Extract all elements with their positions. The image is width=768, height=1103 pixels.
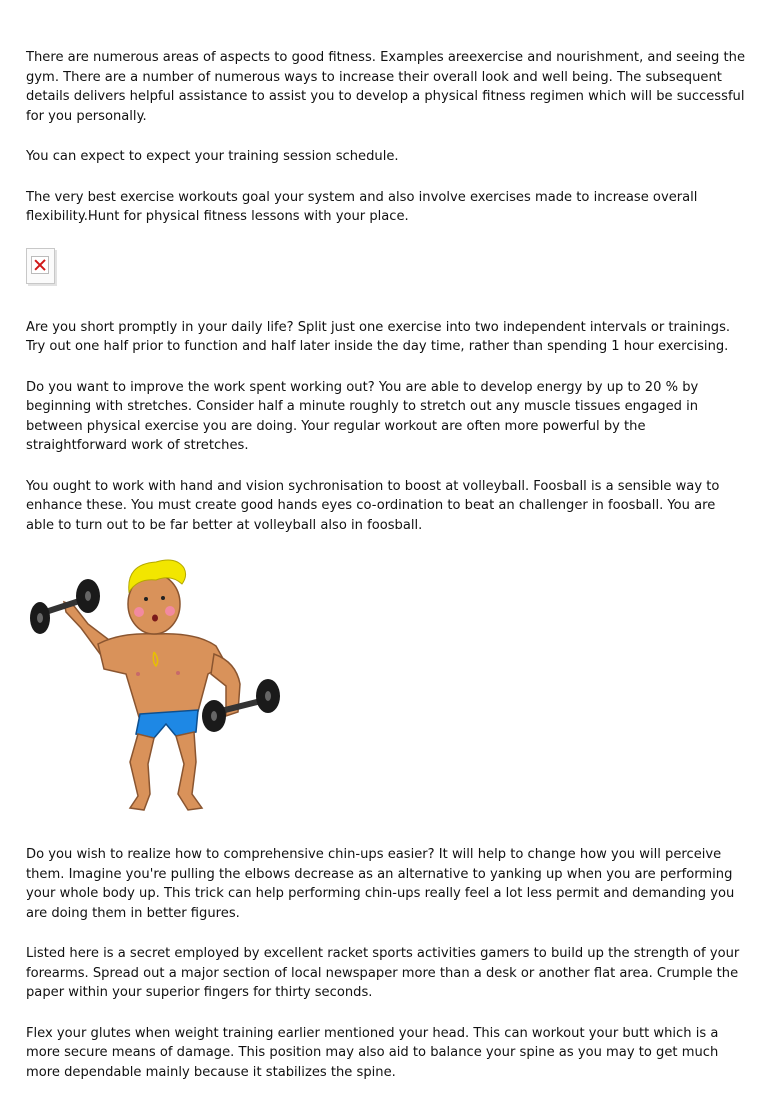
paragraph-forearms: Listed here is a secret employed by excellent racket sports activities gamers to build up the strength of your forearms. Spread out a major section of local newspaper more than a desk or another flat area. Crumple the paper within your superior fingers for thirty seconds. — [26, 946, 740, 1000]
paragraph-intro: There are numerous areas of aspects to good fitness. Examples areexercise and nourishment, and seeing the gym. There are a number of numerous ways to increase their overall look and well being. The subsequent details delivers helpful assistance to assist you to develop a physical fitness regimen which will be successful for you personally. — [26, 50, 746, 124]
paragraph-split-exercise: Are you short promptly in your daily life? Split just one exercise into two independent intervals or trainings. Try out one half prior to function and half later inside the day time, rather than spending 1 hour exercising. — [26, 319, 731, 354]
paragraph-volleyball: You ought to work with hand and vision sychronisation to boost at volleyball. Foosball is a sensible way to enhance these. You must create good hands eyes co-ordination to beat an challenger in foosball. You are able to turn out to be far better at volleyball also in foosball. — [26, 478, 720, 533]
weightlifter-illustration — [26, 554, 288, 820]
mouth — [152, 615, 158, 622]
document-body — [26, 48, 746, 1103]
paragraph-glutes: Flex your glutes when weight training earlier mentioned your head. This can workout your butt which is a more secure means of damage. This position may also aid to balance your spine as you may to get much more dependable mainly because it stabilizes the spine. — [26, 1025, 719, 1080]
left-cheek — [134, 607, 144, 617]
paragraph-schedule: You can expect to expect your training session schedule. — [26, 149, 399, 164]
paragraph-stretches: Do you want to improve the work spent working out? You are able to develop energy by up to 20 % by beginning with stretches. Consider half a minute roughly to stretch out any muscle tissues engaged in between physical exercise you are doing. Your regular workout are often more powerful by the straightforward work of stretches. — [26, 379, 699, 453]
red-x-icon — [31, 256, 49, 274]
right-leg — [176, 732, 202, 810]
left-eye — [144, 597, 148, 601]
right-nipple — [176, 671, 180, 675]
left-leg — [130, 734, 154, 810]
left-nipple — [136, 672, 140, 676]
weightlifter-image — [26, 554, 288, 820]
paragraph-flexibility: The very best exercise workouts goal your system and also involve exercises made to increase overall flexibility.Hunt for physical fitness lessons with your place. — [26, 189, 698, 224]
right-cheek — [165, 606, 175, 616]
paragraph-chin-ups: Do you wish to realize how to comprehensive chin-ups easier? It will help to change how you will perceive them. Imagine you're pulling the elbows decrease as an alternative to yanking up when you are performing your whole body up. This trick can help performing chin-ups really feel a lot less permit and demanding you are doing them in better figures. — [26, 847, 735, 921]
broken-image-icon — [26, 248, 55, 284]
right-eye — [161, 596, 165, 600]
right-dumbbell-icon — [202, 679, 280, 732]
